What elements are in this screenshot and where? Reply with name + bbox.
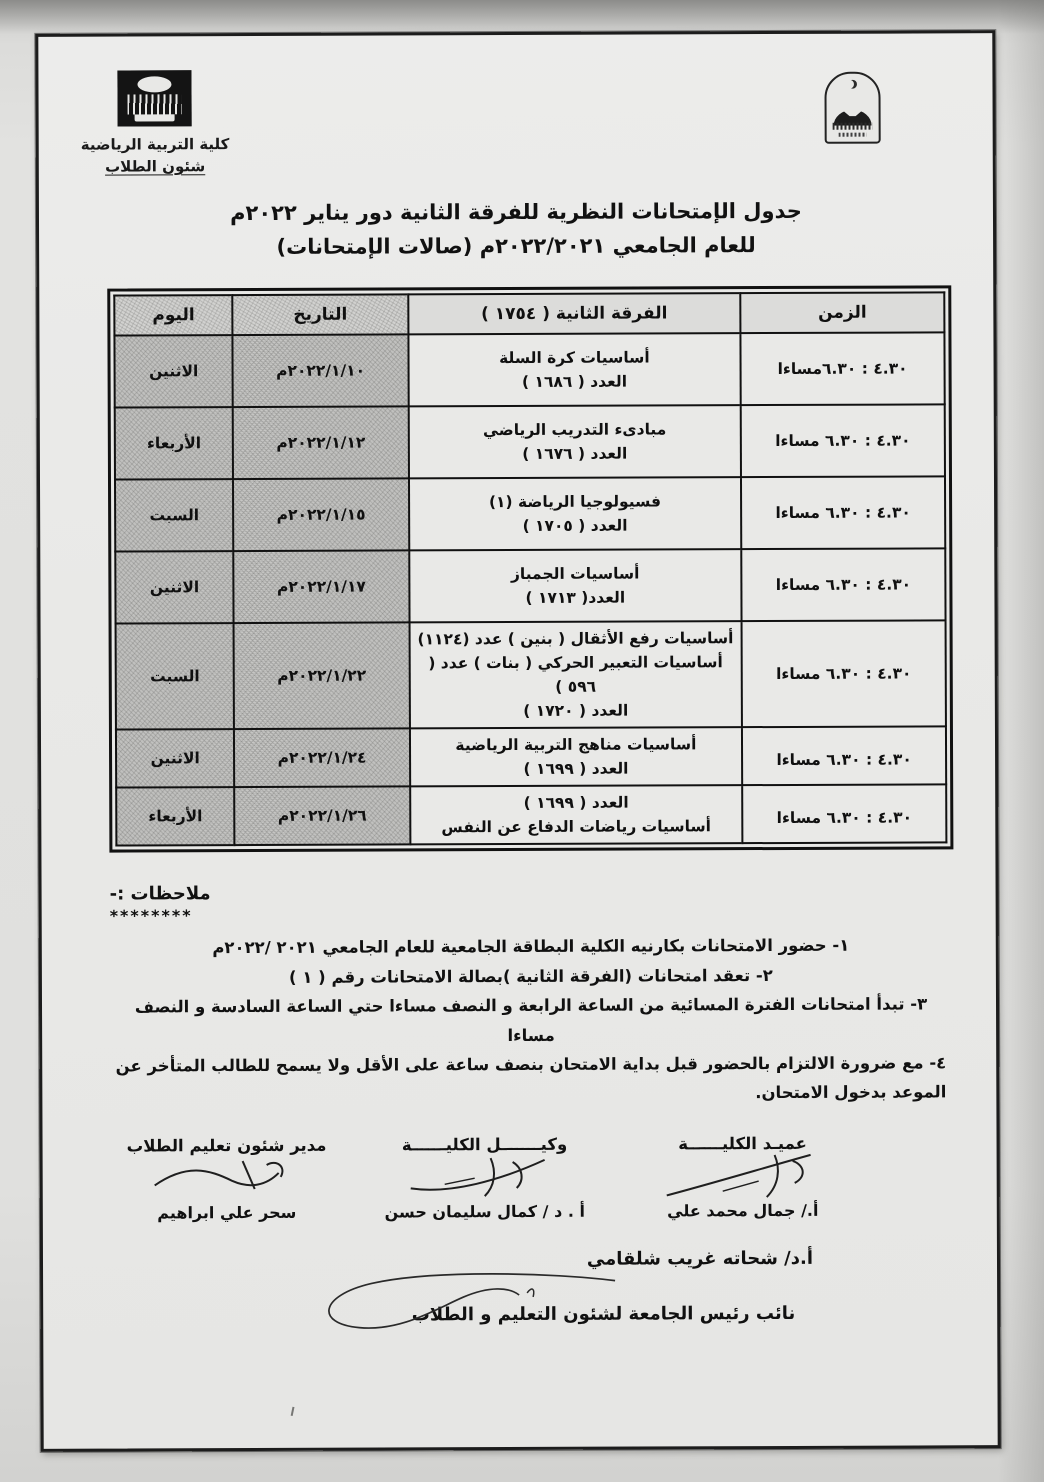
vice-president-signature-mark bbox=[313, 1266, 633, 1337]
notes-heading: ملاحظات :- bbox=[109, 883, 211, 905]
cell-day: الاثنين bbox=[116, 729, 235, 787]
exam-schedule-body bbox=[114, 332, 946, 845]
cell-subject bbox=[408, 405, 741, 478]
subject-line: أساسيات مناهج التربية الرياضية bbox=[455, 735, 697, 755]
exam-schedule-table bbox=[113, 291, 947, 846]
notes-list bbox=[110, 931, 953, 1110]
faculty-identity-block bbox=[80, 70, 229, 178]
signature-row bbox=[111, 1133, 953, 1222]
scan-top-shadow bbox=[0, 0, 1044, 34]
subject-line: العدد ( ١٧٠٥ ) bbox=[522, 516, 628, 536]
cell-date: ٢٠٢٢/١/٢٢م bbox=[234, 622, 410, 729]
table-row bbox=[114, 332, 944, 407]
column-header-subject: الفرقة الثانية ( ١٧٥٤ ) bbox=[408, 293, 741, 334]
vice-president-name: أ.د/ شحاته غريب شلقامي bbox=[586, 1247, 814, 1270]
subject-line: العدد ( ١٦٩٩ ) bbox=[523, 759, 629, 779]
subject-line: أساسيات الجمباز bbox=[510, 564, 640, 584]
subject-line: أساسيات رفع الأثقال ( بنين ) عدد (١١٢٤) bbox=[417, 629, 734, 649]
scan-right-edge bbox=[998, 0, 1044, 1482]
subject-line: أساسيات كرة السلة bbox=[499, 348, 650, 368]
cell-subject bbox=[409, 477, 742, 550]
note-item: ١- حضور الامتحانات بكارنيه الكلية البطاقة الجامعية للعام الجامعي ٢٠٢١ /٢٠٢٢م bbox=[212, 936, 850, 958]
subject-line: العدد ( ١٦٨٦ ) bbox=[521, 372, 628, 392]
scan-artifact-speck bbox=[291, 1407, 295, 1416]
page-title-line-2: للعام الجامعي ٢٠٢٢/٢٠٢١م (صالات الإمتحانات) bbox=[276, 233, 756, 259]
department-name: شئون الطلاب bbox=[105, 156, 206, 176]
cell-subject bbox=[409, 621, 742, 728]
note-item: ٣- تبدأ امتحانات الفترة المسائية من الساعة الرابعة و النصف مساءا حتي الساعة السادسة و النصف مساءا bbox=[134, 994, 928, 1045]
page-title bbox=[73, 193, 959, 264]
column-header-date: التاريخ bbox=[233, 294, 409, 335]
document-header bbox=[72, 59, 958, 192]
cell-time: ٤.٣٠ : ٦.٣٠ مساءا bbox=[742, 784, 946, 843]
table-row bbox=[116, 620, 946, 729]
cell-subject bbox=[410, 785, 743, 844]
table-row bbox=[116, 784, 946, 845]
cell-time: ٤.٣٠ : ٦.٣٠ مساءا bbox=[741, 404, 945, 477]
column-header-day: اليوم bbox=[114, 295, 232, 335]
handwritten-signature-mark bbox=[627, 1152, 859, 1201]
cell-date: ٢٠٢٢/١/١٧م bbox=[234, 550, 410, 623]
signature-title: مدير شئون تعليم الطلاب bbox=[126, 1135, 327, 1156]
cell-date: ٢٠٢٢/١/٢٤م bbox=[234, 729, 410, 788]
subject-line: مبادىء التدريب الرياضي bbox=[483, 420, 667, 440]
signature-block bbox=[111, 1135, 343, 1222]
cell-day: الاثنين bbox=[115, 551, 234, 623]
cell-subject bbox=[409, 549, 742, 622]
table-header-row bbox=[114, 292, 944, 335]
notes-divider-stars: ******** bbox=[109, 906, 193, 927]
cell-day: السبت bbox=[116, 623, 235, 730]
note-item: ٤- مع ضرورة الالتزام بالحضور قبل بداية الامتحان بنصف ساعة على الأقل ولا يسمح للطالب المتأخر عن الموعد بدخول الامتحان. bbox=[115, 1053, 947, 1103]
cell-date: ٢٠٢٢/١/١٥م bbox=[233, 478, 409, 551]
handwritten-signature-mark bbox=[369, 1153, 601, 1202]
signature-title: عميـد الكليــــــة bbox=[678, 1133, 807, 1153]
signatory-name: أ./ جمال محمد علي bbox=[667, 1200, 819, 1221]
cell-day: الأربعاء bbox=[115, 407, 234, 479]
cell-day: السبت bbox=[115, 479, 234, 551]
signature-title: وكيـــــــل الكليــــــة bbox=[401, 1134, 568, 1155]
helwan-university-crest-icon bbox=[824, 72, 880, 144]
cell-date: ٢٠٢٢/١/١٠م bbox=[233, 334, 409, 407]
subject-line: العدد ( ١٦٧٦ ) bbox=[522, 444, 628, 464]
faculty-name: كلية التربية الرياضية bbox=[80, 135, 230, 154]
cell-time: ٤.٣٠ : ٦.٣٠ مساءا bbox=[742, 726, 946, 785]
cell-day: الأربعاء bbox=[116, 787, 235, 845]
table-row bbox=[115, 548, 945, 623]
notes-section bbox=[110, 879, 953, 1110]
document-page bbox=[35, 30, 1000, 1452]
subject-line: العدد( ١٧١٣ ) bbox=[525, 588, 626, 608]
column-header-time: الزمن bbox=[740, 292, 944, 333]
cell-time: ٤.٣٠ : ٦.٣٠ مساءا bbox=[741, 548, 945, 621]
subject-line: العدد ( ١٧٢٠ ) bbox=[523, 701, 629, 721]
subject-line: أساسيات التعبير الحركي ( بنات ) عدد ( ٥٩٦ ) bbox=[428, 653, 723, 696]
subject-line: أساسيات رياضات الدفاع عن النفس bbox=[441, 817, 712, 837]
signature-block bbox=[369, 1134, 601, 1221]
vice-president-role: نائب رئيس الجامعة لشئون التعليم و الطلاب bbox=[411, 1302, 796, 1326]
signature-block bbox=[627, 1133, 859, 1220]
exam-schedule-table-container bbox=[107, 285, 953, 852]
cell-subject bbox=[408, 333, 741, 406]
subject-line: العدد ( ١٦٩٩ ) bbox=[523, 793, 629, 813]
note-item: ٢- تعقد امتحانات (الفرقة الثانية )بصالة الامتحانات رقم ( ١ ) bbox=[288, 965, 773, 987]
subject-line: فسيولوجيا الرياضة (١) bbox=[488, 492, 662, 512]
signatory-name: أ . د / كمال سليمان حسن bbox=[384, 1201, 586, 1222]
cell-date: ٢٠٢٢/١/٢٦م bbox=[234, 787, 410, 846]
cell-subject bbox=[410, 727, 743, 786]
page-title-line-1: جدول الإمتحانات النظرية للفرقة الثانية دور يناير ٢٠٢٢م bbox=[230, 198, 802, 226]
signatory-name: سحر علي ابراهيم bbox=[157, 1202, 297, 1222]
university-emblem-left bbox=[824, 72, 880, 144]
cell-time: ٤.٣٠ : ٦.٣٠ مساءا bbox=[742, 620, 946, 727]
table-row bbox=[115, 404, 945, 479]
cell-time: ٤.٣٠ : ٦.٣٠ مساءا bbox=[741, 476, 945, 549]
handwritten-signature-mark bbox=[111, 1154, 343, 1203]
cell-time: ٤.٣٠ : ٦.٣٠مساءا bbox=[741, 332, 945, 405]
table-row bbox=[116, 726, 946, 787]
egypt-eagle-crest-icon bbox=[118, 70, 192, 126]
table-row bbox=[115, 476, 945, 551]
cell-day: الاثنين bbox=[114, 335, 233, 407]
cell-date: ٢٠٢٢/١/١٢م bbox=[233, 406, 409, 479]
vice-president-block bbox=[77, 1247, 963, 1326]
